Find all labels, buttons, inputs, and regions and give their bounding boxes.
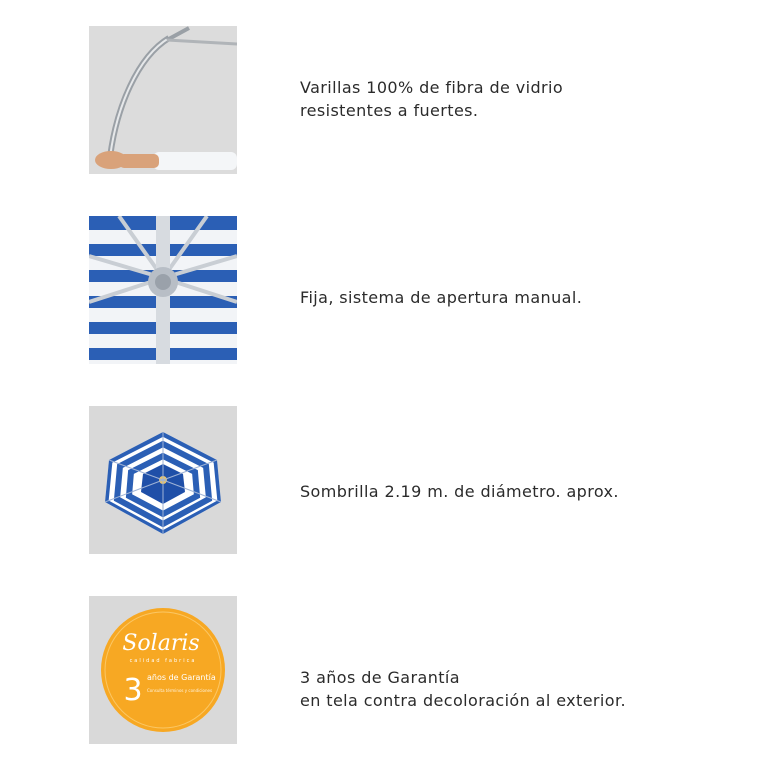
- feature-item: [0, 216, 768, 364]
- feature-line: 3 años de Garantía: [300, 668, 460, 687]
- feature-line: en tela contra decoloración al exterior.: [300, 691, 626, 710]
- badge-years: 3: [123, 673, 143, 708]
- feature-text: [300, 666, 626, 712]
- umbrella-frame-icon: [89, 216, 237, 364]
- feature-text: [300, 76, 563, 122]
- feature-item: [0, 596, 768, 744]
- feature-item: [0, 26, 768, 174]
- feature-line: Varillas 100% de fibra de vidrio: [300, 78, 564, 97]
- umbrella-canopy-icon: [89, 406, 237, 554]
- feature-line: Fija, sistema de apertura manual.: [300, 288, 583, 307]
- badge-label: años de Garantía: [147, 673, 216, 682]
- feature-line: Sombrilla 2.19 m. de diámetro. aprox.: [300, 482, 619, 501]
- warranty-seal-icon: [89, 596, 237, 744]
- fiberglass-rib-icon: [89, 26, 237, 174]
- badge-tagline: calidad fabrica: [129, 658, 197, 664]
- feature-text: [300, 286, 582, 309]
- feature-text: [300, 480, 619, 503]
- feature-item: [0, 406, 768, 554]
- badge-brand: Solaris: [122, 631, 200, 656]
- badge-fineprint: Consulta términos y condiciones: [147, 688, 213, 693]
- feature-line: resistentes a fuertes.: [300, 101, 479, 120]
